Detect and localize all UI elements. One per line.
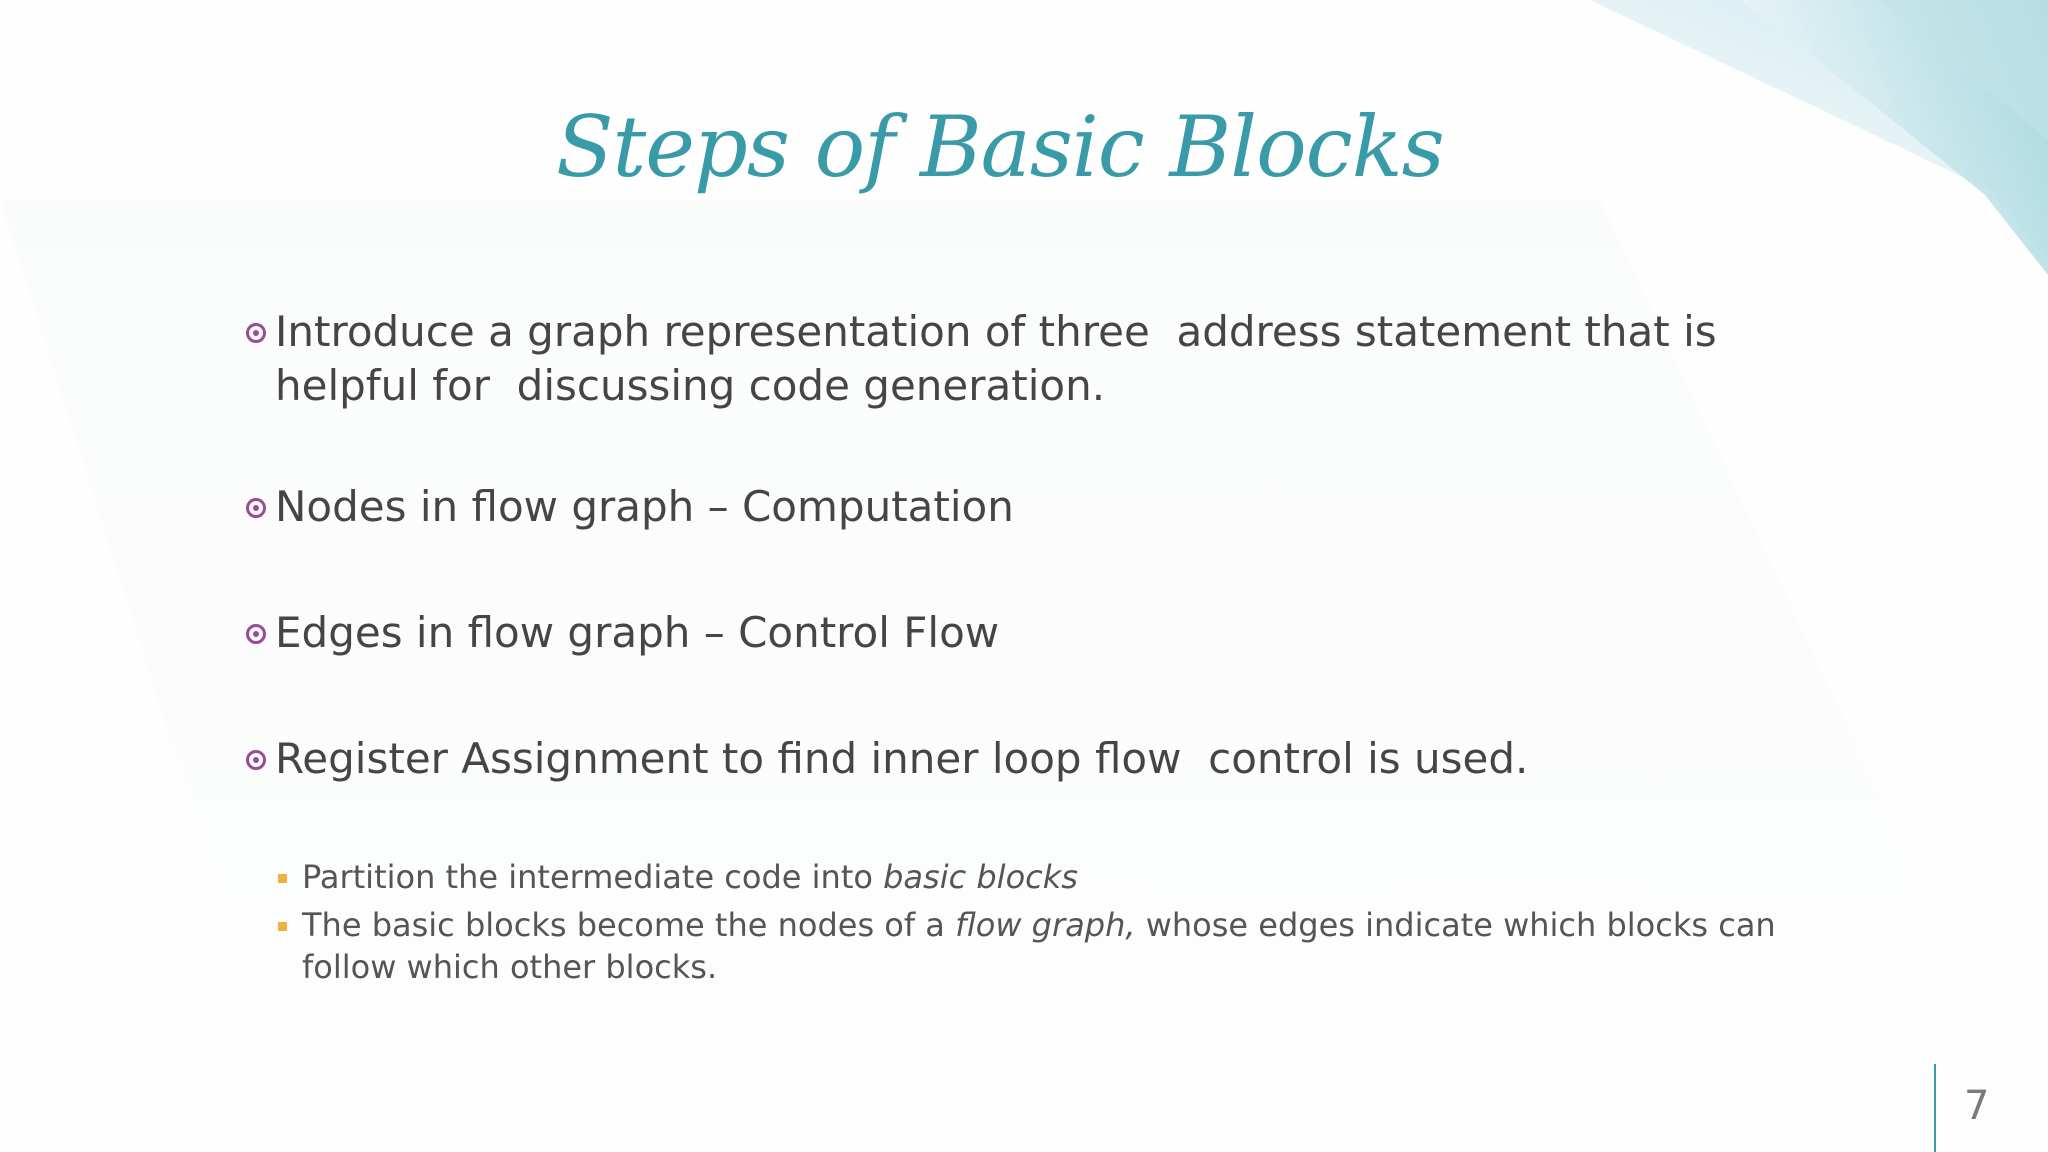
sub-bullet-text xyxy=(302,904,1838,988)
sub-bullet-text-regular: Partition the intermediate code into xyxy=(302,858,884,896)
sub-bullet-item xyxy=(278,904,1838,988)
page-number: 7 xyxy=(1964,1083,1990,1129)
page-number-divider xyxy=(1934,1064,1936,1152)
circle-bullet-icon xyxy=(246,498,266,518)
sub-bullet-text-italic: flow graph, xyxy=(955,906,1136,944)
sub-bullet-text-regular: whose edges indicate which blocks can follow which other blocks. xyxy=(302,906,1776,986)
sub-bullet-text-regular: The basic blocks become the nodes of a xyxy=(302,906,956,944)
square-bullet-icon xyxy=(278,874,287,883)
bullet-item xyxy=(246,480,1746,534)
circle-bullet-icon xyxy=(246,624,266,644)
bullet-text: Register Assignment to find inner loop flow control is used. xyxy=(275,734,1529,783)
sub-bullet-text-italic: basic blocks xyxy=(883,858,1078,896)
circle-bullet-icon xyxy=(246,750,266,770)
circle-bullet-icon xyxy=(246,323,266,343)
bullet-text: Nodes in flow graph – Computation xyxy=(275,482,1014,531)
bullet-item xyxy=(246,732,1746,786)
slide-title: Steps of Basic Blocks xyxy=(556,98,1444,196)
bullet-text: Introduce a graph representation of three address statement that is helpful for discussing code generation. xyxy=(275,307,1730,410)
square-bullet-icon xyxy=(278,922,287,931)
sub-bullet-text xyxy=(302,856,1838,898)
bullet-text: Edges in flow graph – Control Flow xyxy=(275,608,1000,657)
sub-bullet-item xyxy=(278,856,1838,898)
bullet-item xyxy=(246,606,1746,660)
bullet-item xyxy=(246,305,1866,413)
